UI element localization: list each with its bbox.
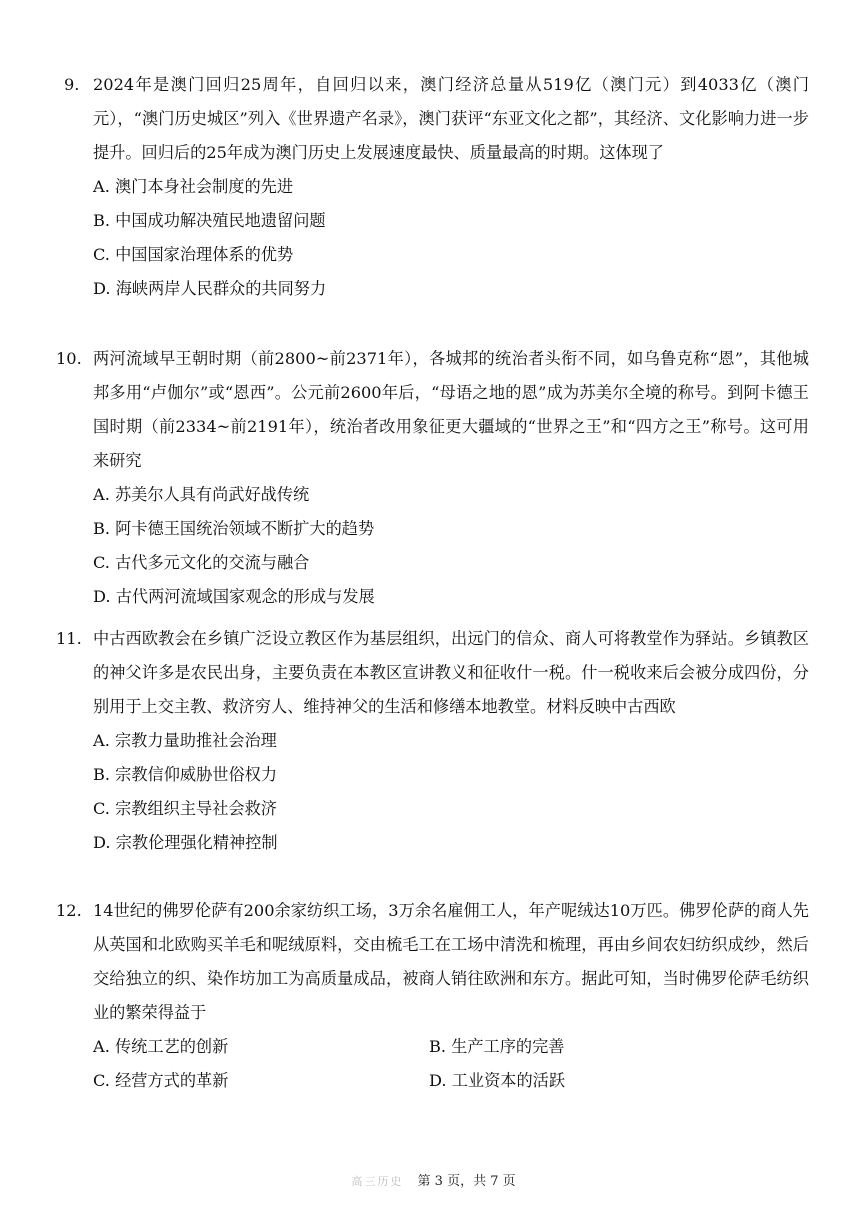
page-footer: [0, 1170, 867, 1189]
question-number: 11.: [56, 629, 82, 648]
option-d: D. 海峡两岸人民群众的共同努力: [93, 279, 327, 298]
option-a: A. 宗教力量助推社会治理: [93, 731, 277, 750]
question-number: 9.: [64, 75, 80, 94]
question-text: 中古西欧教会在乡镇广泛设立教区作为基层组织，出远门的信众、商人可将教堂作为驿站。乡镇教区的神父许多是农民出身，主要负责在本教区宣讲教义和征收什一税。什一税收来后会被分成四份，分别用于上交主教、救济穷人、维持神父的生活和修缮本地教堂。材料反映中古西欧: [93, 629, 809, 716]
option-a: A. 苏美尔人具有尚武好战传统: [93, 485, 310, 504]
option-b: B. 中国成功解决殖民地遗留问题: [93, 211, 326, 230]
option-c: C. 宗教组织主导社会救济: [93, 799, 277, 818]
question-text: 两河流域早王朝时期（前2800~前2371年），各城邦的统治者头衔不同，如乌鲁克称“恩”，其他城邦多用“卢伽尔”或“恩西”。公元前2600年后，“母语之地的恩”成为苏美尔全境的称号。到阿卡德王国时期（前2334~前2191年），统治者改用象征更大疆域的“世界之王”和“四方之王”称号。这可用来研究: [93, 349, 809, 470]
question-stem: [0, 342, 867, 478]
option-d: D. 古代两河流域国家观念的形成与发展: [93, 587, 375, 606]
question-text: 14世纪的佛罗伦萨有200余家纺织工场，3万余名雇佣工人，年产呢绒达10万匹。佛罗伦萨的商人先从英国和北欧购买羊毛和呢绒原料，交由梳毛工在工场中清洗和梳理，再由乡间农妇纺织成纱，然后交给独立的织、染作坊加工为高质量成品，被商人销往欧洲和东方。据此可知，当时佛罗伦萨毛纺织业的繁荣得益于: [93, 901, 809, 1022]
option-a: A. 传统工艺的创新: [93, 1037, 229, 1056]
option-b: B. 生产工序的完善: [429, 1037, 565, 1056]
question-text: 2024年是澳门回归25周年，自回归以来，澳门经济总量从519亿（澳门元）到4033亿（澳门元），“澳门历史城区”列入《世界遗产名录》，澳门获评“东亚文化之都”，其经济、文化影响力进一步提升。回归后的25年成为澳门历史上发展速度最快、质量最高的时期。这体现了: [93, 75, 809, 162]
option-c: C. 古代多元文化的交流与融合: [93, 553, 310, 572]
question-stem: [0, 622, 867, 724]
option-d: D. 宗教伦理强化精神控制: [93, 833, 278, 852]
option-d: D. 工业资本的活跃: [429, 1071, 566, 1090]
option-a: A. 澳门本身社会制度的先进: [93, 177, 294, 196]
option-c: C. 经营方式的革新: [93, 1071, 229, 1090]
question-number: 10.: [56, 349, 82, 368]
option-c: C. 中国国家治理体系的优势: [93, 245, 294, 264]
question-11: [0, 622, 867, 860]
question-9: [0, 68, 867, 306]
options-row: [0, 1030, 867, 1064]
option-b: B. 阿卡德王国统治领域不断扩大的趋势: [93, 519, 375, 538]
question-stem: [0, 894, 867, 1030]
question-stem: [0, 68, 867, 170]
page-number: 第 3 页，共 7 页: [417, 1174, 516, 1189]
question-10: [0, 342, 867, 614]
question-number: 12.: [56, 901, 82, 920]
option-b: B. 宗教信仰威胁世俗权力: [93, 765, 278, 784]
question-12: [0, 894, 867, 1098]
options-row: [0, 1064, 867, 1098]
footer-faint-label: 高三历史: [351, 1175, 404, 1188]
